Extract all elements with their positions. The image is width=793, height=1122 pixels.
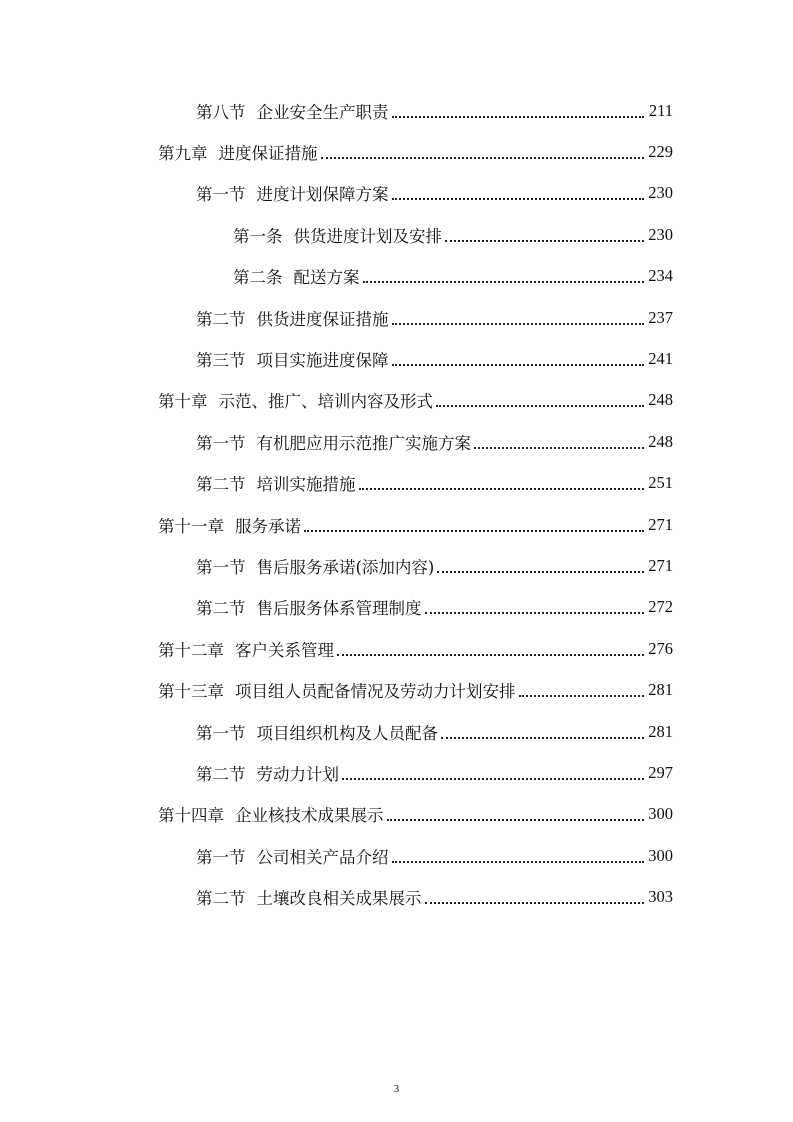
- toc-entry-number: 第一节: [196, 723, 246, 743]
- toc-entry-number: 第一节: [196, 433, 246, 453]
- toc-entry-page: 237: [648, 307, 673, 327]
- toc-entry-page: 251: [648, 473, 673, 493]
- toc-entry-page: 271: [648, 555, 673, 575]
- toc-entry-title: 项目组人员配备情况及劳动力计划安排: [235, 682, 516, 702]
- toc-entry[interactable]: [0, 752, 793, 793]
- toc-entry-title: 客户关系管理: [235, 640, 334, 660]
- toc-entry[interactable]: [0, 545, 793, 586]
- toc-entry-page: 230: [648, 183, 673, 203]
- toc-dot-leader: [425, 612, 645, 614]
- toc-dot-leader: [445, 240, 644, 242]
- toc-entry-title: 公司相关产品介绍: [256, 847, 389, 867]
- toc-entry-title: 培训实施措施: [256, 475, 356, 495]
- toc-dot-leader: [304, 530, 644, 532]
- toc-entry-page: 229: [648, 142, 673, 162]
- toc-dot-leader: [337, 654, 644, 656]
- table-of-contents: [0, 90, 793, 918]
- toc-dot-leader: [342, 778, 644, 780]
- toc-entry[interactable]: [0, 504, 793, 545]
- toc-dot-leader: [392, 861, 645, 863]
- toc-entry-page: 241: [648, 349, 673, 369]
- toc-entry-number: 第十一章: [158, 516, 224, 536]
- toc-entry-page: 248: [648, 431, 673, 451]
- toc-entry-title: 土壤改良相关成果展示: [256, 889, 422, 909]
- toc-entry-page: 303: [648, 887, 673, 907]
- toc-entry[interactable]: [0, 587, 793, 628]
- toc-entry-page: 211: [648, 100, 673, 120]
- toc-entry-number: 第二条: [233, 268, 283, 288]
- toc-entry-page: 230: [648, 224, 673, 244]
- toc-entry-title: 进度保证措施: [218, 144, 318, 164]
- toc-dot-leader: [425, 902, 645, 904]
- toc-dot-leader: [392, 364, 645, 366]
- toc-entry[interactable]: [0, 338, 793, 379]
- toc-entry-number: 第二节: [196, 309, 246, 329]
- toc-entry-number: 第十二章: [158, 640, 224, 660]
- toc-entry-number: 第二节: [196, 889, 246, 909]
- toc-entry-number: 第二节: [196, 764, 246, 784]
- toc-entry-title: 供货进度计划及安排: [293, 226, 442, 246]
- toc-entry[interactable]: [0, 256, 793, 297]
- toc-entry-title: 配送方案: [293, 268, 360, 288]
- toc-entry-number: 第一条: [233, 226, 283, 246]
- toc-dot-leader: [437, 571, 644, 573]
- toc-entry[interactable]: [0, 628, 793, 669]
- toc-entry-title: 售后服务体系管理制度: [256, 599, 422, 619]
- toc-entry-title: 进度计划保障方案: [256, 185, 389, 205]
- toc-entry-title: 示范、推广、培训内容及形式: [218, 392, 433, 412]
- toc-entry[interactable]: [0, 835, 793, 876]
- toc-entry[interactable]: [0, 131, 793, 172]
- toc-entry-page: 276: [648, 638, 673, 658]
- toc-entry-title: 项目实施进度保障: [256, 351, 389, 371]
- toc-entry[interactable]: [0, 214, 793, 255]
- toc-entry-page: 300: [648, 845, 673, 865]
- toc-dot-leader: [392, 198, 645, 200]
- toc-dot-leader: [441, 737, 644, 739]
- toc-entry-number: 第一节: [196, 557, 246, 577]
- toc-entry-title: 企业安全生产职责: [256, 102, 389, 122]
- toc-entry-page: 297: [648, 762, 673, 782]
- toc-entry[interactable]: [0, 297, 793, 338]
- toc-dot-leader: [392, 116, 645, 118]
- toc-dot-leader: [392, 323, 645, 325]
- toc-dot-leader: [359, 488, 645, 490]
- toc-entry-title: 项目组织机构及人员配备: [256, 723, 438, 743]
- toc-entry-page: 234: [648, 266, 673, 286]
- toc-entry[interactable]: [0, 876, 793, 917]
- toc-entry-number: 第三节: [196, 351, 246, 371]
- toc-entry[interactable]: [0, 173, 793, 214]
- toc-entry-title: 服务承诺: [235, 516, 301, 536]
- toc-entry-number: 第八节: [196, 102, 246, 122]
- toc-entry[interactable]: [0, 421, 793, 462]
- toc-dot-leader: [387, 819, 645, 821]
- toc-entry-title: 企业核技术成果展示: [235, 806, 384, 826]
- toc-entry[interactable]: [0, 794, 793, 835]
- toc-entry-page: 281: [648, 680, 673, 700]
- toc-entry-page: 271: [648, 514, 673, 534]
- toc-entry-page: 248: [648, 390, 673, 410]
- toc-entry-title: 有机肥应用示范推广实施方案: [256, 433, 471, 453]
- toc-entry-page: 300: [648, 804, 673, 824]
- toc-entry-page: 281: [648, 721, 673, 741]
- toc-entry-number: 第十四章: [158, 806, 224, 826]
- toc-entry-page: 272: [648, 597, 673, 617]
- toc-dot-leader: [436, 405, 644, 407]
- toc-entry-number: 第十章: [158, 392, 208, 412]
- toc-entry[interactable]: [0, 669, 793, 710]
- toc-entry-number: 第一节: [196, 847, 246, 867]
- toc-entry-number: 第一节: [196, 185, 246, 205]
- toc-entry[interactable]: [0, 380, 793, 421]
- toc-entry[interactable]: [0, 90, 793, 131]
- page-number: 3: [393, 1083, 400, 1095]
- toc-dot-leader: [519, 695, 645, 697]
- toc-entry[interactable]: [0, 463, 793, 504]
- toc-entry-number: 第二节: [196, 599, 246, 619]
- toc-entry-title: 劳动力计划: [256, 764, 339, 784]
- toc-entry-number: 第二节: [196, 475, 246, 495]
- toc-dot-leader: [363, 281, 645, 283]
- toc-dot-leader: [474, 447, 644, 449]
- toc-entry-title: 供货进度保证措施: [256, 309, 389, 329]
- toc-entry-number: 第十三章: [158, 682, 224, 702]
- toc-entry-number: 第九章: [158, 144, 208, 164]
- toc-dot-leader: [321, 157, 645, 159]
- toc-entry-title: 售后服务承诺(添加内容): [256, 557, 435, 577]
- toc-entry[interactable]: [0, 711, 793, 752]
